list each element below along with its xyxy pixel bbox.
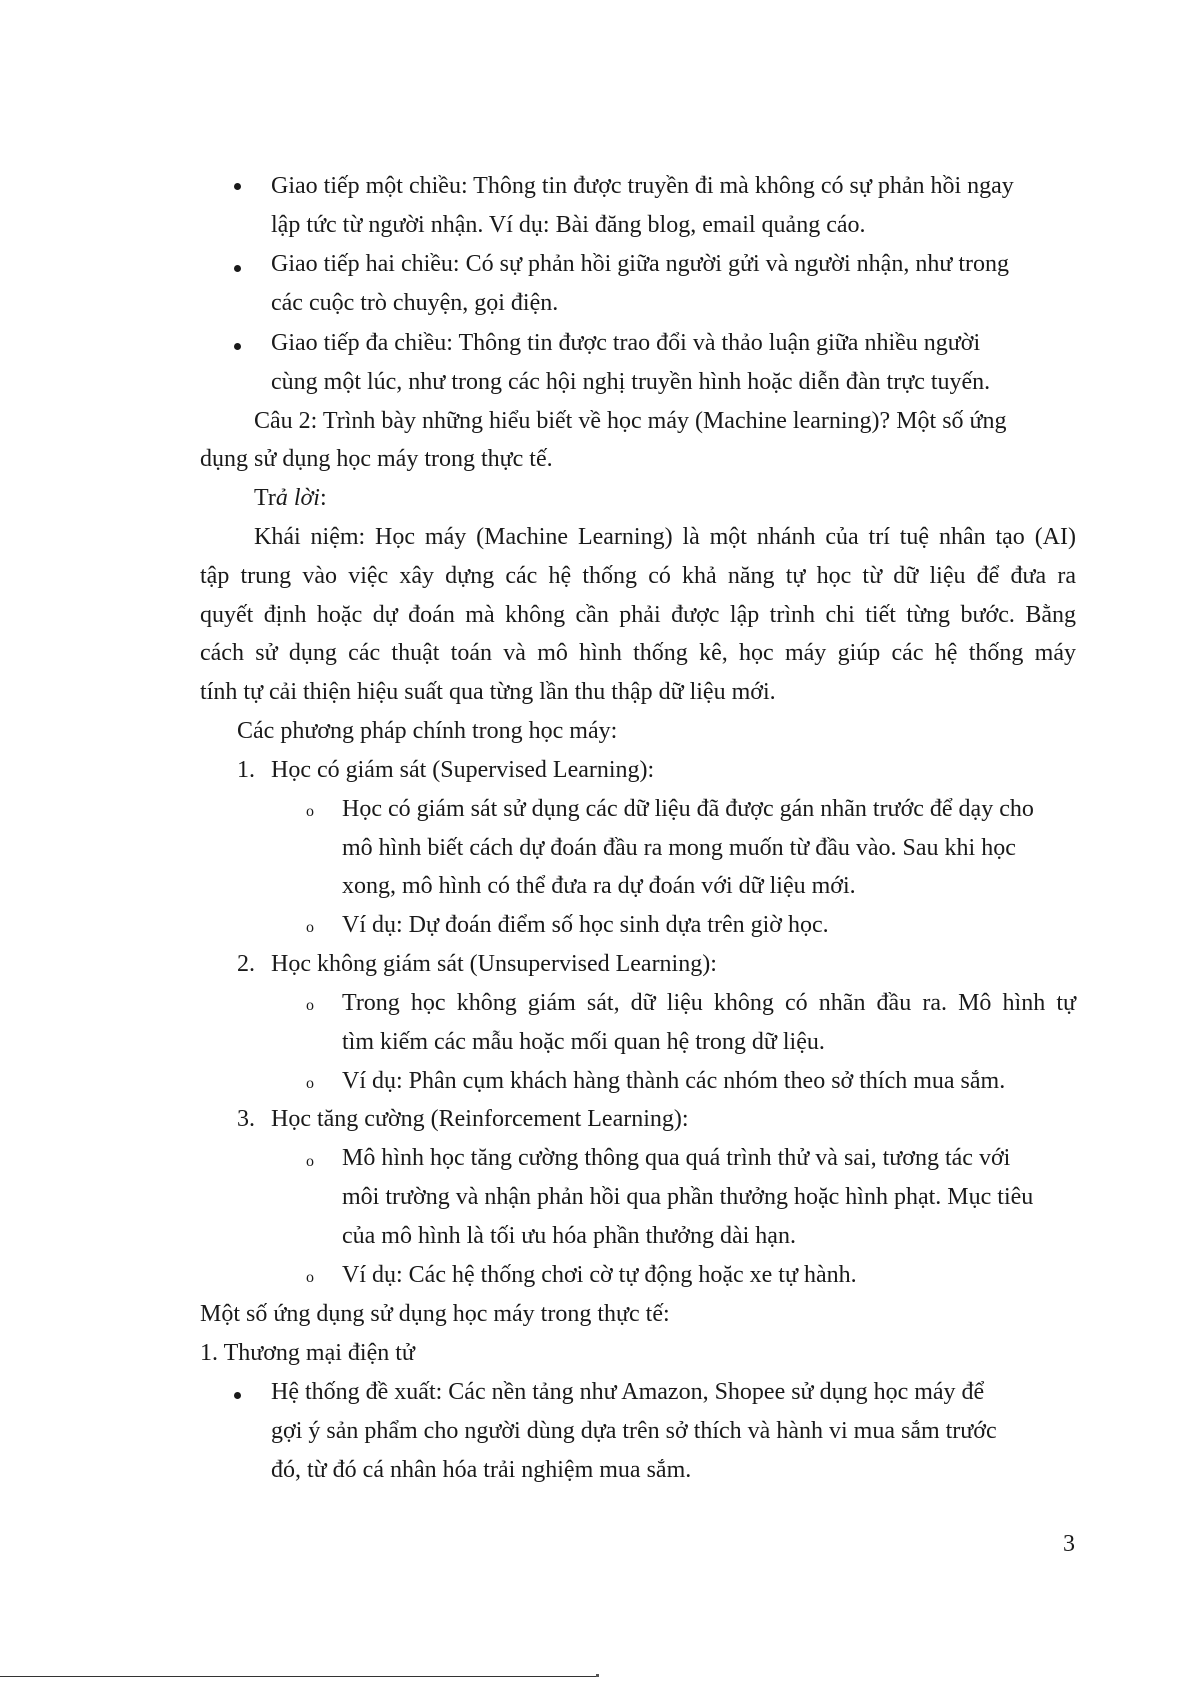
method-2-sub-2-line-1: Ví dụ: Phân cụm khách hàng thành các nhóm theo sở thích mua sắm. xyxy=(342,1068,1006,1094)
question-line-2: dụng sử dụng học máy trong thực tế. xyxy=(200,446,553,472)
circle-bullet-icon: o xyxy=(306,997,314,1014)
concept-line-4: cách sử dụng các thuật toán và mô hình thống kê, học máy giúp các hệ thống máy xyxy=(200,640,1076,666)
method-1-sub-1-line-1: Học có giám sát sử dụng các dữ liệu đã được gán nhãn trước để dạy cho xyxy=(342,796,1034,822)
answer-label xyxy=(254,486,327,510)
intro-bullet-2-line-2: các cuộc trò chuyện, gọi điện. xyxy=(271,290,559,316)
bullet-dot-icon xyxy=(234,343,241,350)
application-1-bullet-1-line-1: Hệ thống đề xuất: Các nền tảng như Amazon, Shopee sử dụng học máy để xyxy=(271,1379,985,1405)
answer-label-part-2: ả lời xyxy=(275,485,320,511)
concept-line-5: tính tự cải thiện hiệu suất qua từng lần thu thập dữ liệu mới. xyxy=(200,679,776,705)
method-3-sub-2-line-1: Ví dụ: Các hệ thống chơi cờ tự động hoặc xe tự hành. xyxy=(342,1262,857,1288)
method-1-sub-1-line-3: xong, mô hình có thể đưa ra dự đoán với dữ liệu mới. xyxy=(342,873,856,899)
application-1-title: 1. Thương mại điện tử xyxy=(200,1340,415,1366)
method-3-title: Học tăng cường (Reinforcement Learning): xyxy=(271,1106,689,1132)
circle-bullet-icon: o xyxy=(306,919,314,936)
footer-divider-mark xyxy=(596,1674,599,1677)
circle-bullet-icon: o xyxy=(306,1269,314,1286)
bullet-dot-icon xyxy=(234,265,241,272)
method-1-number: 1. xyxy=(237,757,255,783)
circle-bullet-icon: o xyxy=(306,1075,314,1092)
circle-bullet-icon: o xyxy=(306,803,314,820)
concept-line-1: Khái niệm: Học máy (Machine Learning) là một nhánh của trí tuệ nhân tạo (AI) xyxy=(254,524,1076,550)
bullet-dot-icon xyxy=(234,1392,241,1399)
bullet-dot-icon xyxy=(234,183,241,190)
method-2-sub-1-line-1: Trong học không giám sát, dữ liệu không có nhãn đầu ra. Mô hình tự xyxy=(342,990,1076,1016)
intro-bullet-1-line-1: Giao tiếp một chiều: Thông tin được truyền đi mà không có sự phản hồi ngay xyxy=(271,173,1014,199)
applications-heading: Một số ứng dụng sử dụng học máy trong thực tế: xyxy=(200,1301,670,1327)
concept-line-2: tập trung vào việc xây dựng các hệ thống có khả năng tự học từ dữ liệu để đưa ra xyxy=(200,563,1076,589)
intro-bullet-3-line-1: Giao tiếp đa chiều: Thông tin được trao đổi và thảo luận giữa nhiều người xyxy=(271,330,981,356)
footer-divider xyxy=(0,1676,596,1677)
answer-label-part-3: : xyxy=(319,485,327,511)
concept-line-3: quyết định hoặc dự đoán mà không cần phải được lập trình chi tiết từng bước. Bằng xyxy=(200,602,1076,628)
intro-bullet-1-line-2: lập tức từ người nhận. Ví dụ: Bài đăng blog, email quảng cáo. xyxy=(271,212,866,238)
method-3-sub-1-line-3: của mô hình là tối ưu hóa phần thưởng dài hạn. xyxy=(342,1223,796,1249)
circle-bullet-icon: o xyxy=(306,1153,314,1170)
answer-label-part-1: Tr xyxy=(254,485,276,511)
application-1-bullet-1-line-3: đó, từ đó cá nhân hóa trải nghiệm mua sắm. xyxy=(271,1457,692,1483)
method-3-sub-1-line-2: môi trường và nhận phản hồi qua phần thưởng hoặc hình phạt. Mục tiêu xyxy=(342,1184,1034,1210)
method-2-sub-1-line-2: tìm kiếm các mẫu hoặc mối quan hệ trong dữ liệu. xyxy=(342,1029,825,1055)
method-1-title: Học có giám sát (Supervised Learning): xyxy=(271,757,655,783)
method-3-number: 3. xyxy=(237,1106,255,1132)
method-2-title: Học không giám sát (Unsupervised Learning): xyxy=(271,951,717,977)
method-3-sub-1-line-1: Mô hình học tăng cường thông qua quá trình thử và sai, tương tác với xyxy=(342,1145,1011,1171)
question-line-1: Câu 2: Trình bày những hiểu biết về học máy (Machine learning)? Một số ứng xyxy=(254,408,1007,434)
methods-heading: Các phương pháp chính trong học máy: xyxy=(237,718,618,744)
page-number: 3 xyxy=(1063,1531,1075,1557)
method-1-sub-1-line-2: mô hình biết cách dự đoán đầu ra mong muốn từ đầu vào. Sau khi học xyxy=(342,835,1016,861)
application-1-bullet-1-line-2: gợi ý sản phẩm cho người dùng dựa trên sở thích và hành vi mua sắm trước xyxy=(271,1418,997,1444)
method-2-number: 2. xyxy=(237,951,255,977)
method-1-sub-2-line-1: Ví dụ: Dự đoán điểm số học sinh dựa trên giờ học. xyxy=(342,912,829,938)
intro-bullet-3-line-2: cùng một lúc, như trong các hội nghị truyền hình hoặc diễn đàn trực tuyến. xyxy=(271,369,991,395)
intro-bullet-2-line-1: Giao tiếp hai chiều: Có sự phản hồi giữa người gửi và người nhận, như trong xyxy=(271,251,1009,277)
